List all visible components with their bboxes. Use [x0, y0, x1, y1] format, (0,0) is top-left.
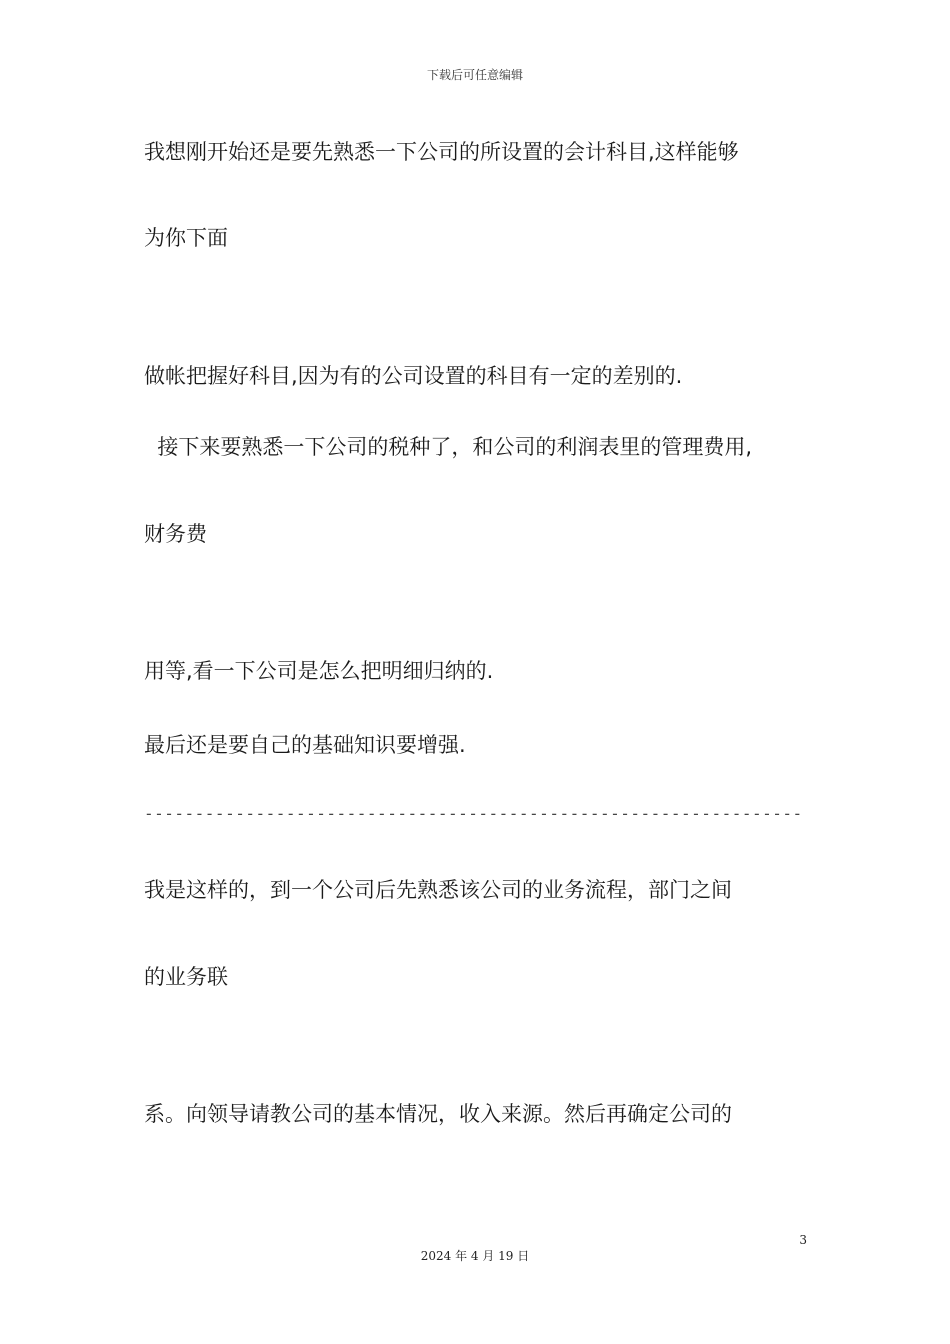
body-line-7: 最后还是要自己的基础知识要增强.	[144, 733, 466, 757]
footer-date: 2024 年 4 月 19 日	[420, 1249, 530, 1263]
body-line-6: 用等,看一下公司是怎么把明细归纳的.	[144, 659, 494, 683]
body-line-3: 做帐把握好科目,因为有的公司设置的科目有一定的差别的.	[144, 364, 683, 388]
page-number: 3	[799, 1233, 807, 1247]
body-line-5: 财务费	[144, 522, 207, 546]
separator-line: -----------------------------------------------------------------	[144, 804, 803, 823]
body-line-10: 系。向领导请教公司的基本情况，收入来源。然后再确定公司的	[144, 1102, 732, 1126]
body-line-4: 接下来要熟悉一下公司的税种了，和公司的利润表里的管理费用,	[144, 435, 753, 459]
body-line-2: 为你下面	[144, 226, 228, 250]
body-line-9: 的业务联	[144, 965, 228, 989]
body-line-8: 我是这样的，到一个公司后先熟悉该公司的业务流程，部门之间	[144, 878, 732, 902]
page-header: 下载后可任意编辑	[426, 68, 523, 82]
body-line-1: 我想刚开始还是要先熟悉一下公司的所设置的会计科目,这样能够	[144, 140, 739, 164]
